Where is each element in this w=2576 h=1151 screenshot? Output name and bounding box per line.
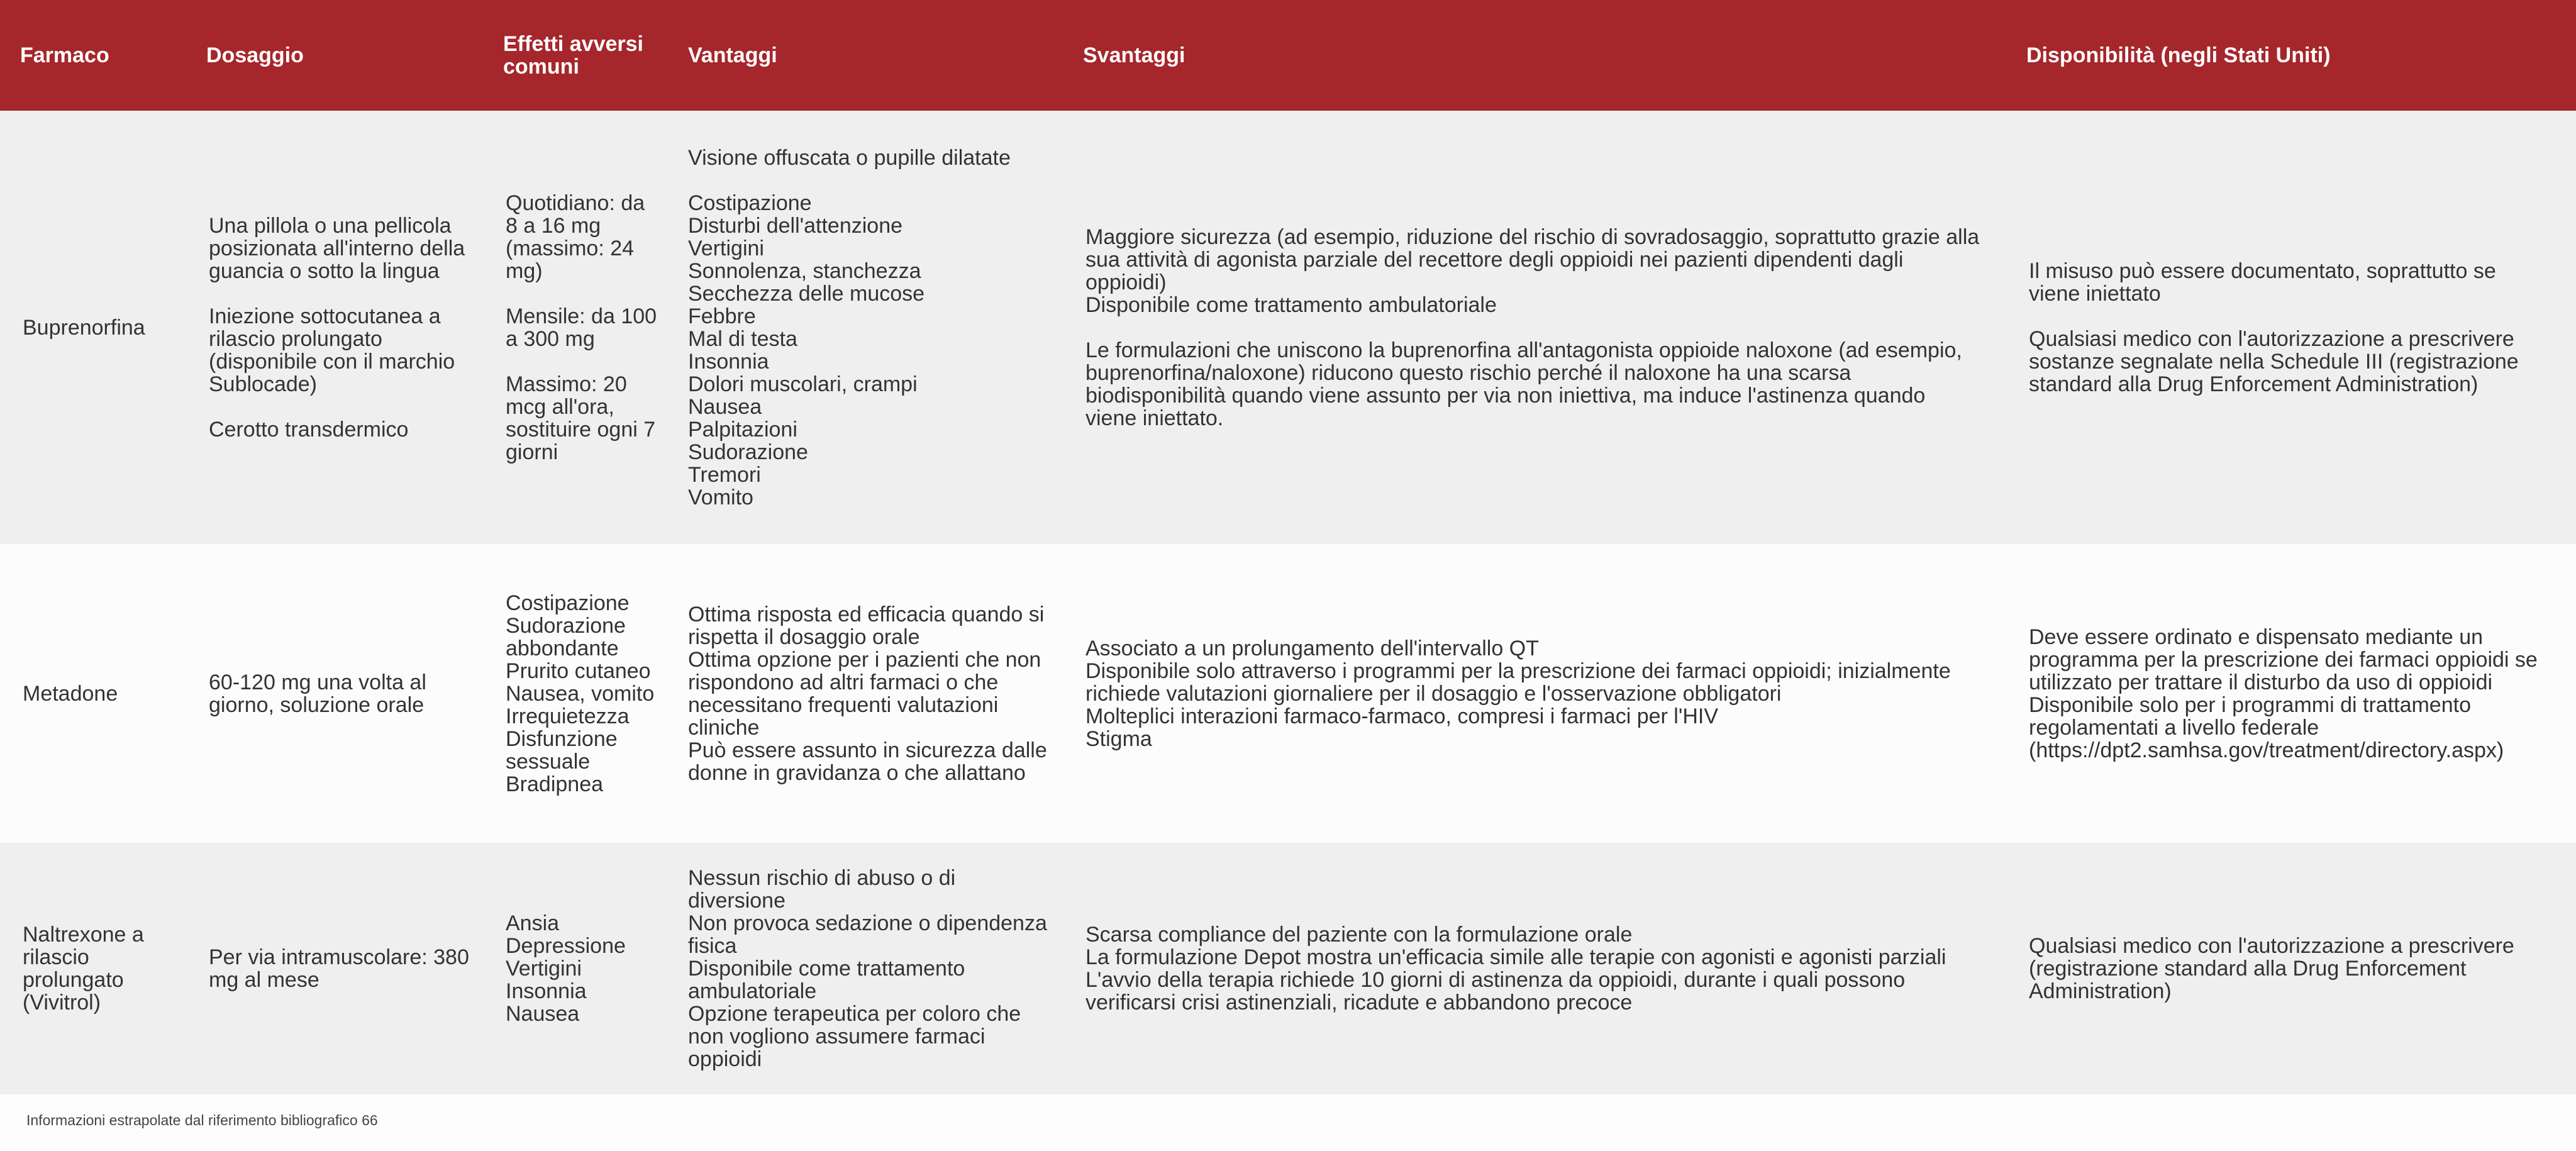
- header-availability: Disponibilità (negli Stati Uniti): [2026, 43, 2331, 67]
- disadvantage-item: Stigma: [1085, 726, 1152, 751]
- side-effect-item: Ansia: [506, 911, 560, 935]
- advantage-item: Costipazione: [688, 191, 812, 215]
- cell-advantages: [668, 843, 1063, 1094]
- cell-availability: [2006, 544, 2576, 843]
- cell-side-effects: [483, 544, 668, 843]
- table-row: [0, 843, 2576, 1094]
- disadvantage-item: Le formulazioni che uniscono la buprenorfina all'antagonista oppioide naloxone (ad esempio, buprenorfina/naloxone) riducono questo rischio perché il naloxone ha una scarsa biodisponibilità quando viene assunto per via non iniettiva, ma induce l'astinenza quando viene iniettato.: [1085, 338, 1962, 430]
- advantage-item: Disponibile come trattamento ambulatoriale: [688, 957, 965, 1003]
- advantage-item: Dolori muscolari, crampi: [688, 372, 918, 396]
- cell-advantages: [668, 111, 1063, 544]
- side-effect-item: Prurito cutaneo: [506, 659, 651, 683]
- cell-dosage: Per via intramuscolare: 380 mg al mese: [209, 945, 469, 992]
- advantage-item: Vomito: [688, 485, 753, 509]
- advantage-item: Insonnia: [688, 349, 769, 374]
- advantage-item: Non provoca sedazione o dipendenza fisica: [688, 911, 1047, 958]
- advantage-item: Vertigini: [688, 236, 764, 260]
- side-effect-item: Insonnia: [506, 979, 587, 1003]
- dosage-item: Iniezione sottocutanea a rilascio prolungato (disponibile con il marchio Sublocade): [209, 304, 455, 396]
- header-disadvantages: Svantaggi: [1083, 43, 1185, 67]
- cell-drug: Naltrexone a rilascio prolungato (Vivitrol): [23, 923, 144, 1015]
- advantage-item: Palpitazioni: [688, 417, 797, 442]
- header-dosage: Dosaggio: [206, 43, 304, 67]
- side-effect-item: Nausea: [506, 1002, 580, 1026]
- advantage-item: Può essere assunto in sicurezza dalle donne in gravidanza o che allattano: [688, 738, 1047, 785]
- cell-side-effects: [483, 843, 668, 1094]
- advantage-item: Tremori: [688, 462, 761, 487]
- cell-availability: Qualsiasi medico con l'autorizzazione a prescrivere (registrazione standard alla Drug Enforcement Administration): [2029, 934, 2514, 1003]
- side-effect-item: Bradipnea: [506, 772, 604, 796]
- header-side-effects: Effetti avversi comuni: [503, 32, 643, 79]
- cell-disadvantages: [1063, 111, 2006, 544]
- availability-item: Il misuso può essere documentato, soprattutto se viene iniettato: [2029, 259, 2496, 306]
- table-row: [0, 111, 2576, 544]
- advantage-list: [688, 192, 1053, 509]
- dosage-item: Cerotto transdermico: [209, 417, 409, 442]
- cell-disadvantages: [1063, 544, 2006, 843]
- advantage-item: Ottima risposta ed efficacia quando si rispetta il dosaggio orale: [688, 602, 1045, 649]
- disadvantage-item: Molteplici interazioni farmaco-farmaco, compresi i farmaci per l'HIV: [1085, 704, 1719, 728]
- disadvantage-item: Maggiore sicurezza (ad esempio, riduzione del rischio di sovradosaggio, soprattutto grazie alla sua attività di agonista parziale del recettore degli oppioidi nei pazienti dipendenti dagli oppioidi): [1085, 225, 1980, 294]
- disadvantage-item: L'avvio della terapia richiede 10 giorni di astinenza da oppioidi, durante i quali possono verificarsi crisi astinenziali, ricadute e abbandono precoce: [1085, 968, 1906, 1015]
- table-row: [0, 544, 2576, 843]
- side-effect-item: Disfunzione sessuale: [506, 726, 618, 774]
- header-row: [0, 0, 2576, 111]
- header-advantages: Vantaggi: [688, 43, 777, 67]
- cell-dosage: 60-120 mg una volta al giorno, soluzione orale: [209, 670, 426, 717]
- availability-item: Deve essere ordinato e dispensato mediante un programma per la prescrizione dei farmaci oppioidi se utilizzato per trattare il disturbo da uso di oppioidi: [2029, 625, 2538, 694]
- cell-dosage: [186, 111, 483, 544]
- advantage-item: Sonnolenza, stanchezza: [688, 259, 921, 283]
- advantage-item: Secchezza delle mucose: [688, 281, 925, 306]
- side-effect-item: Sudorazione abbondante: [506, 613, 626, 660]
- side-effect-item: Vertigini: [506, 957, 582, 981]
- advantage-item: Nausea: [688, 394, 762, 419]
- side-effect-item: Irrequietezza: [506, 704, 630, 728]
- disadvantage-item: Associato a un prolungamento dell'intervallo QT: [1085, 636, 1539, 660]
- disadvantage-item: La formulazione Depot mostra un'efficacia simile alle terapie con agonisti e agonisti parziali: [1085, 945, 1946, 969]
- side-effect-item: Massimo: 20 mcg all'ora, sostituire ogni 7 giorni: [506, 372, 656, 464]
- advantage-item: Mal di testa: [688, 326, 797, 351]
- disadvantage-item: Scarsa compliance del paziente con la formulazione orale: [1085, 923, 1633, 947]
- disadvantage-list: [1085, 226, 1981, 316]
- footnote: Informazioni estrapolate dal riferimento bibliografico 66: [26, 1112, 378, 1128]
- table-header: [0, 0, 2576, 111]
- advantage-item: Ottima opzione per i pazienti che non rispondono ad altri farmaci o che necessitano frequenti valutazioni cliniche: [688, 647, 1041, 740]
- advantage-item: Disturbi dell'attenzione: [688, 213, 903, 238]
- advantage-item: Febbre: [688, 304, 756, 328]
- cell-disadvantages: [1063, 843, 2006, 1094]
- cell-side-effects: [483, 111, 668, 544]
- table-body: [0, 111, 2576, 1094]
- side-effect-item: Depressione: [506, 934, 626, 958]
- advantage-item: Opzione terapeutica per coloro che non vogliono assumere farmaci oppioidi: [688, 1002, 1021, 1071]
- header-drug: Farmaco: [20, 43, 109, 67]
- side-effect-item: Mensile: da 100 a 300 mg: [506, 304, 657, 351]
- side-effect-item: Nausea, vomito: [506, 681, 655, 706]
- advantage-item: Nessun rischio di abuso o di diversione: [688, 866, 956, 913]
- disadvantage-item: Disponibile solo attraverso i programmi per la prescrizione dei farmaci oppioidi; inizialmente richiede valutazioni giornaliere per il dosaggio e l'osservazione obbligatori: [1085, 659, 1951, 706]
- dosage-item: Una pillola o una pellicola posizionata all'interno della guancia o sotto la lingua: [209, 213, 465, 283]
- disadvantage-item: Disponibile come trattamento ambulatoriale: [1085, 292, 1497, 317]
- advantage-item: Sudorazione: [688, 440, 808, 464]
- availability-item: Disponibile solo per i programmi di trattamento regolamentati a livello federale (https://dpt2.samhsa.gov/treatment/directory.aspx): [2029, 692, 2504, 762]
- cell-availability: [2006, 111, 2576, 544]
- cell-drug: Buprenorfina: [23, 315, 145, 340]
- advantage-item: Visione offuscata o pupille dilatate: [688, 145, 1011, 170]
- cell-drug: Metadone: [23, 681, 118, 706]
- cell-advantages: [668, 544, 1063, 843]
- availability-item: Qualsiasi medico con l'autorizzazione a prescrivere sostanze segnalate nella Schedule III (registrazione standard alla Drug Enforcement Administration): [2029, 326, 2519, 396]
- side-effect-item: Quotidiano: da 8 a 16 mg (massimo: 24 mg): [506, 191, 645, 283]
- side-effect-item: Costipazione: [506, 591, 630, 615]
